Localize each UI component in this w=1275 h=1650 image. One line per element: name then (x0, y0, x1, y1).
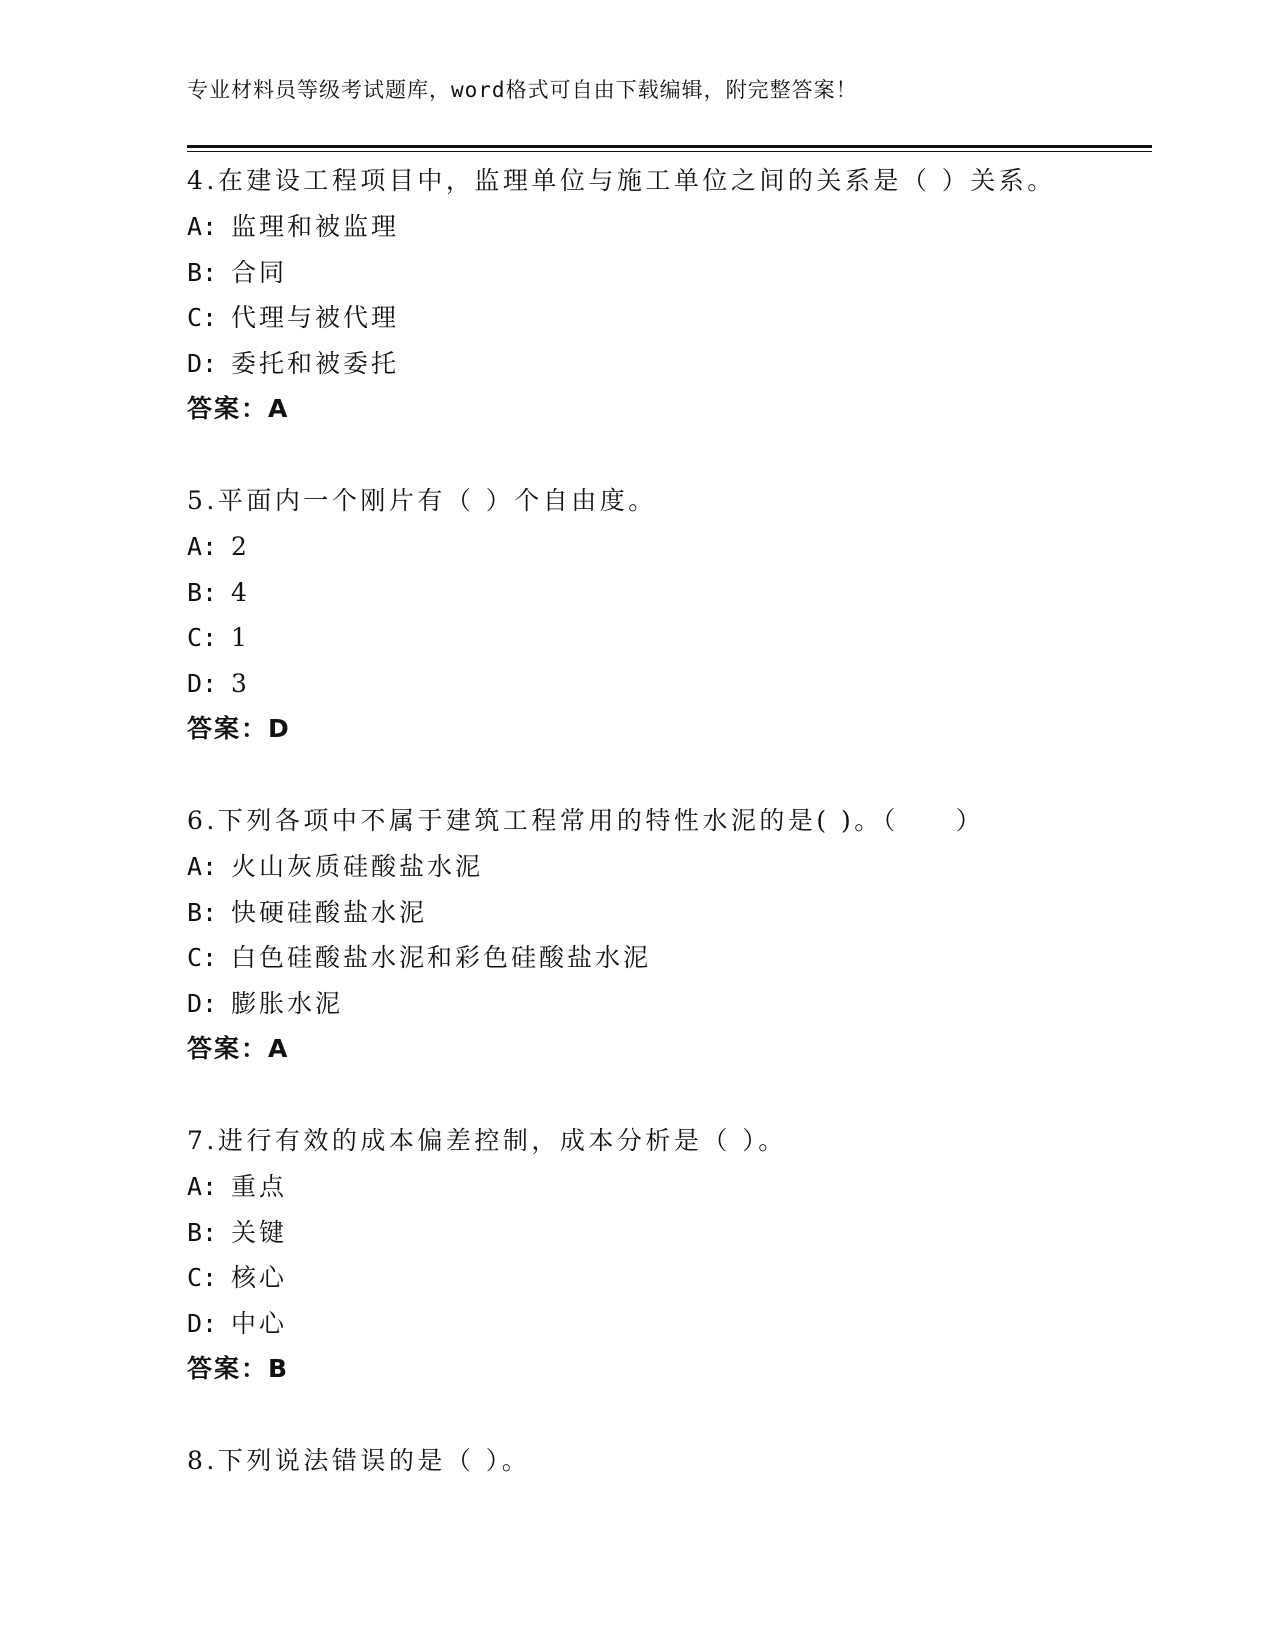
option-b (187, 1210, 1152, 1256)
question-item (187, 478, 1152, 752)
option-d (187, 1301, 1152, 1347)
option-text: 合同 (231, 257, 288, 287)
header-divider-thin (187, 151, 1152, 152)
option-letter: D: (187, 348, 218, 378)
question-item (187, 158, 1152, 432)
option-text: 代理与被代理 (231, 303, 400, 332)
option-text: 中心 (231, 1308, 288, 1338)
question-stem: 5.平面内一个刚片有（ ）个自由度。 (187, 486, 657, 515)
option-text: 白色硅酸盐水泥和彩色硅酸盐水泥 (231, 943, 652, 972)
answer-line (187, 1346, 1152, 1392)
option-text: 关键 (231, 1217, 288, 1247)
option-text: 1 (231, 623, 250, 652)
question-stem: 8.下列说法错误的是（ ）。 (187, 1446, 531, 1475)
option-letter: C: (187, 623, 218, 652)
header-note: 专业材料员等级考试题库，word格式可自由下载编辑，附完整答案！ (187, 78, 858, 102)
question-stem: 7.进行有效的成本偏差控制，成本分析是（ ）。 (187, 1126, 787, 1155)
answer-label: 答案： (187, 1354, 269, 1383)
option-letter: C: (187, 943, 218, 972)
option-letter: A: (187, 852, 218, 881)
option-letter: B: (187, 897, 218, 927)
question-stem: 4.在建设工程项目中，监理单位与施工单位之间的关系是（ ）关系。 (187, 166, 1056, 195)
answer-value: A (268, 394, 289, 423)
option-a (187, 1164, 1152, 1210)
option-c (187, 935, 1152, 981)
header-divider-thick (187, 145, 1152, 148)
option-a (187, 524, 1152, 570)
option-text: 4 (231, 577, 250, 607)
option-letter: A: (187, 1172, 218, 1201)
option-b (187, 250, 1152, 296)
option-letter: A: (187, 532, 218, 561)
option-letter: D: (187, 668, 218, 698)
option-letter: D: (187, 988, 218, 1018)
option-letter: B: (187, 257, 218, 287)
option-text: 监理和被监理 (231, 212, 400, 241)
answer-line (187, 1026, 1152, 1072)
option-letter: D: (187, 1308, 218, 1338)
option-c (187, 295, 1152, 341)
option-text: 委托和被委托 (231, 348, 400, 378)
option-d (187, 661, 1152, 707)
option-d (187, 341, 1152, 387)
option-text: 2 (231, 532, 250, 561)
answer-label: 答案： (187, 1034, 269, 1063)
answer-value: A (268, 1034, 289, 1063)
option-text: 膨胀水泥 (231, 988, 344, 1018)
answer-label: 答案： (187, 394, 269, 423)
answer-value: D (268, 714, 290, 743)
question-list (187, 158, 1152, 1530)
question-item (187, 1118, 1152, 1392)
option-letter: A: (187, 212, 218, 241)
answer-label: 答案： (187, 714, 269, 743)
question-item (187, 798, 1152, 1072)
option-a (187, 844, 1152, 890)
question-item (187, 1438, 1152, 1484)
answer-value: B (268, 1354, 289, 1383)
option-b (187, 570, 1152, 616)
option-text: 重点 (231, 1172, 288, 1201)
option-a (187, 204, 1152, 250)
option-c (187, 1255, 1152, 1301)
option-d (187, 981, 1152, 1027)
option-text: 快硬硅酸盐水泥 (231, 897, 428, 927)
option-letter: C: (187, 303, 218, 332)
option-b (187, 890, 1152, 936)
option-letter: B: (187, 1217, 218, 1247)
option-c (187, 615, 1152, 661)
option-text: 3 (231, 668, 250, 698)
option-text: 核心 (231, 1263, 288, 1292)
answer-line (187, 386, 1152, 432)
answer-line (187, 706, 1152, 752)
option-text: 火山灰质硅酸盐水泥 (231, 852, 484, 881)
question-stem: 6.下列各项中不属于建筑工程常用的特性水泥的是( )。（ ） (187, 806, 985, 835)
option-letter: C: (187, 1263, 218, 1292)
option-letter: B: (187, 577, 218, 607)
